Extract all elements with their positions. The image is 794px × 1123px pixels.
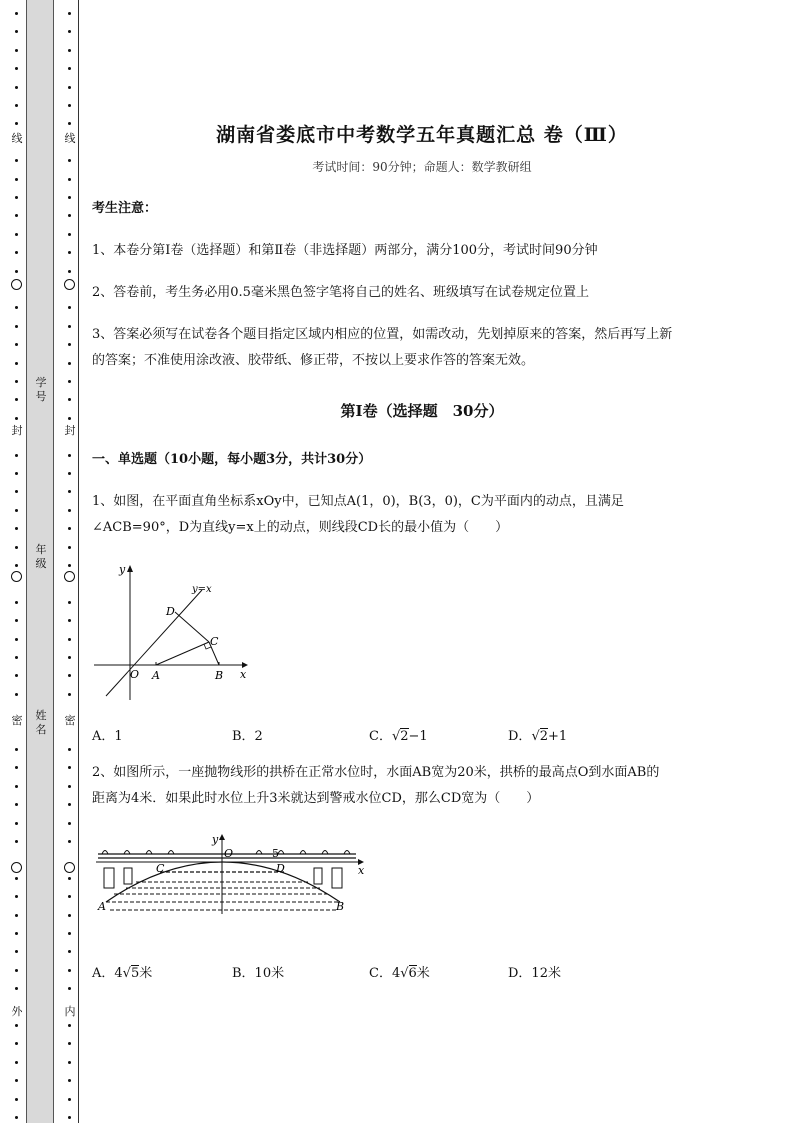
binding-dot: [15, 270, 18, 273]
binding-dot: [68, 638, 71, 641]
q2-label-a: A: [98, 900, 106, 913]
q2-pier-right-1: [314, 868, 322, 884]
q1-option-b[interactable]: [232, 725, 263, 744]
margin-rule: [78, 0, 79, 1123]
q1-option-c[interactable]: [369, 725, 428, 744]
binding-dot: [68, 343, 71, 346]
binding-dot: [68, 233, 71, 236]
q2-label-x: x: [358, 864, 365, 877]
notice-item-3: 3、答案必须写在试卷各个题目指定区域内相应的位置，如需改动，先划掉原来的答案，然后再写上新: [92, 327, 673, 342]
binding-dot: [15, 67, 18, 70]
binding-dot: [15, 987, 18, 990]
binding-dot: [68, 104, 71, 107]
q1-label-a: A: [152, 669, 160, 682]
binding-dot: [15, 1042, 18, 1045]
part-heading: 一、单选题（10小题，每小题3分，共计30分）: [92, 452, 372, 467]
binding-dot: [68, 12, 71, 15]
binding-dot: [15, 509, 18, 512]
binding-dot: [15, 159, 18, 162]
binding-dot: [68, 674, 71, 677]
q1-label-o: O: [130, 668, 140, 681]
q2-label-five: 5: [272, 847, 279, 860]
q1-segment-dc: [175, 612, 209, 642]
q1-label-d: D: [166, 605, 175, 618]
binding-dot: [15, 932, 18, 935]
binding-dot: [15, 306, 18, 309]
binding-dot: [68, 914, 71, 917]
binding-dot: [68, 766, 71, 769]
binding-dot: [15, 527, 18, 530]
q1-option-a[interactable]: [92, 725, 123, 744]
q1-label-x: x: [240, 668, 247, 681]
q1-segment-ac: [156, 642, 209, 665]
binding-dot: [68, 159, 71, 162]
binding-dot: [68, 362, 71, 365]
q2-pier-right-2: [332, 868, 342, 888]
binding-dot: [15, 251, 18, 254]
q1-option-a-text: A．1: [92, 729, 123, 744]
binding-dot: [68, 840, 71, 843]
outer-label-mi: 密: [11, 714, 23, 727]
binding-dot: [15, 1024, 18, 1027]
binding-dot: [15, 472, 18, 475]
binding-dot: [68, 877, 71, 880]
binding-dot: [15, 840, 18, 843]
binding-dot: [68, 785, 71, 788]
sqrt-icon: √: [122, 966, 131, 981]
binding-dot: [68, 49, 71, 52]
binding-dot: [15, 564, 18, 567]
binding-dot: [15, 325, 18, 328]
binding-dot: [68, 527, 71, 530]
binding-dot: [15, 196, 18, 199]
binding-dot: [68, 398, 71, 401]
q2-label-y: y: [212, 833, 219, 846]
binding-dot: [68, 1042, 71, 1045]
binding-dot: [15, 30, 18, 33]
binding-dot: [15, 656, 18, 659]
binding-dot: [15, 785, 18, 788]
binding-dot: [15, 1116, 18, 1119]
binding-dot: [68, 693, 71, 696]
binding-dot: [15, 380, 18, 383]
q1-option-d[interactable]: [508, 725, 567, 744]
q1-option-b-text: B．2: [232, 729, 263, 744]
binding-dot: [15, 233, 18, 236]
q1-option-c-prefix: C．: [369, 729, 392, 744]
binding-dot: [68, 546, 71, 549]
binding-dot: [68, 214, 71, 217]
student-info-strip: [26, 0, 54, 1123]
binding-dot: [15, 895, 18, 898]
outer-label-xian: 线: [11, 132, 23, 145]
binding-dot: [15, 693, 18, 696]
binding-dot: [68, 748, 71, 751]
binding-dot: [15, 822, 18, 825]
inner-label-mi: 密: [64, 714, 76, 727]
binding-dot: [15, 122, 18, 125]
inner-label-xian: 线: [64, 132, 76, 145]
binding-dot: [15, 362, 18, 365]
binding-dot: [15, 343, 18, 346]
binding-dot: [68, 1061, 71, 1064]
sqrt-icon: √: [400, 966, 409, 981]
outer-circle-1: [11, 279, 22, 290]
binding-dot: [68, 306, 71, 309]
binding-dot: [15, 969, 18, 972]
q1-option-d-radicand: 2: [539, 729, 549, 744]
q2-y-arrow: [219, 834, 225, 840]
binding-dot: [15, 1079, 18, 1082]
binding-dot: [68, 472, 71, 475]
binding-dot: [15, 178, 18, 181]
page-subtitle: 考试时间：90分钟；命题人：数学教研组: [312, 160, 532, 174]
binding-dot: [68, 619, 71, 622]
q2-pier-left-2: [124, 868, 132, 884]
binding-dot: [15, 950, 18, 953]
binding-dot: [68, 987, 71, 990]
q1-option-d-prefix: D．: [508, 729, 532, 744]
page-title: 湖南省娄底市中考数学五年真题汇总 卷（Ⅲ）: [216, 124, 628, 146]
binding-dot: [68, 932, 71, 935]
binding-dot: [68, 509, 71, 512]
sqrt-icon: √: [391, 729, 401, 744]
inner-label-feng: 封: [64, 424, 76, 437]
notice-item-2: 2、答卷前，考生务必用0.5毫米黑色签字笔将自己的姓名、班级填写在试卷规定位置上: [92, 285, 589, 300]
notice-heading: 考生注意：: [92, 201, 158, 216]
q2-option-a-suffix: 米: [139, 966, 153, 981]
section-title: 第I卷（选择题 30分）: [340, 402, 504, 420]
q2-option-a[interactable]: [92, 962, 152, 981]
binding-dot: [15, 454, 18, 457]
q2-option-d[interactable]: [508, 962, 561, 981]
q2-option-c-prefix: C．4: [369, 966, 401, 981]
q2-option-a-prefix: A．4: [92, 966, 123, 981]
inner-dotted-line: [63, 0, 77, 1123]
binding-dot: [68, 178, 71, 181]
q2-option-d-text: D．12米: [508, 966, 561, 981]
binding-dot: [15, 86, 18, 89]
q1-option-c-suffix: −1: [408, 729, 428, 744]
binding-dot: [68, 417, 71, 420]
binding-dot: [15, 104, 18, 107]
inner-circle-2: [64, 571, 75, 582]
binding-dot: [15, 803, 18, 806]
q2-option-b-text: B．10米: [232, 966, 285, 981]
binding-dot: [68, 1079, 71, 1082]
outer-circle-2: [11, 571, 22, 582]
q2-option-c-radicand: 6: [408, 966, 417, 981]
q1-y-arrow: [127, 565, 133, 572]
q1-label-line: y=x: [192, 584, 212, 595]
q2-text-line2: 距离为4米．如果此时水位上升3米就达到警戒水位CD，那么CD宽为（ ）: [92, 791, 540, 806]
binding-dot: [15, 546, 18, 549]
binding-dot: [15, 619, 18, 622]
binding-dot: [15, 12, 18, 15]
binding-dot: [68, 895, 71, 898]
binding-dot: [15, 214, 18, 217]
binding-dot: [15, 417, 18, 420]
field-name: 姓名: [35, 709, 47, 736]
binding-dot: [68, 86, 71, 89]
q1-label-y: y: [119, 563, 126, 576]
q2-label-c: C: [156, 862, 165, 875]
binding-dot: [15, 674, 18, 677]
binding-dot: [68, 380, 71, 383]
field-student-id: 学号: [35, 376, 47, 403]
q2-text-line1: 2、如图所示，一座抛物线形的拱桥在正常水位时，水面AB宽为20米，拱桥的最高点O到水面AB的: [92, 765, 660, 780]
q1-option-c-radicand: 2: [400, 729, 409, 744]
binding-dot: [15, 1098, 18, 1101]
binding-dot: [68, 122, 71, 125]
binding-dot: [68, 196, 71, 199]
binding-dot: [68, 67, 71, 70]
binding-dot: [68, 803, 71, 806]
q2-option-a-radicand: 5: [130, 966, 140, 981]
binding-dot: [68, 30, 71, 33]
binding-dot: [68, 251, 71, 254]
sqrt-icon: √: [531, 729, 540, 744]
q1-label-c: C: [210, 635, 219, 648]
field-grade: 年级: [35, 543, 47, 570]
binding-dot: [15, 766, 18, 769]
binding-dot: [68, 601, 71, 604]
inner-circle-3: [64, 862, 75, 873]
inner-circle-1: [64, 279, 75, 290]
notice-item-1: 1、本卷分第I卷（选择题）和第Ⅱ卷（非选择题）两部分，满分100分，考试时间90分钟: [92, 243, 598, 258]
q1-text-line1: 1、如图，在平面直角坐标系xOy中，已知点A(1，0)，B(3，0)，C为平面内的动点，且满足: [92, 494, 624, 509]
binding-dot: [68, 490, 71, 493]
binding-dot: [68, 950, 71, 953]
q2-label-b: B: [336, 900, 345, 913]
outer-label-wai: 外: [11, 1005, 23, 1018]
binding-dot: [15, 490, 18, 493]
q2-pier-left-1: [104, 868, 114, 888]
q2-label-o: O: [224, 847, 234, 860]
binding-dot: [68, 969, 71, 972]
binding-dot: [15, 748, 18, 751]
binding-dot: [15, 398, 18, 401]
q2-figure: [96, 830, 386, 920]
outer-dotted-line: [10, 0, 24, 1123]
q2-option-c[interactable]: [369, 962, 430, 981]
binding-dot: [15, 49, 18, 52]
binding-dot: [15, 877, 18, 880]
binding-dot: [68, 325, 71, 328]
q1-option-d-suffix: +1: [548, 729, 568, 744]
outer-circle-3: [11, 862, 22, 873]
outer-label-feng: 封: [11, 424, 23, 437]
binding-dot: [68, 1024, 71, 1027]
binding-dot: [68, 270, 71, 273]
q2-option-c-suffix: 米: [416, 966, 430, 981]
binding-dot: [68, 1116, 71, 1119]
q1-text-line2: ∠ACB=90°，D为直线y=x上的动点，则线段CD长的最小值为（ ）: [92, 520, 509, 535]
binding-dot: [15, 1061, 18, 1064]
binding-dot: [15, 638, 18, 641]
binding-dot: [68, 454, 71, 457]
binding-dot: [15, 914, 18, 917]
binding-dot: [68, 564, 71, 567]
inner-label-nei: 内: [64, 1005, 76, 1018]
q1-figure: [92, 560, 262, 705]
q1-label-b: B: [215, 669, 224, 682]
q2-label-d: D: [276, 862, 285, 875]
binding-dot: [68, 656, 71, 659]
binding-dot: [68, 1098, 71, 1101]
binding-dot: [68, 822, 71, 825]
notice-item-3-cont: 的答案；不准使用涂改液、胶带纸、修正带，不按以上要求作答的答案无效。: [92, 353, 535, 368]
q2-option-b[interactable]: [232, 962, 284, 981]
binding-dot: [15, 601, 18, 604]
